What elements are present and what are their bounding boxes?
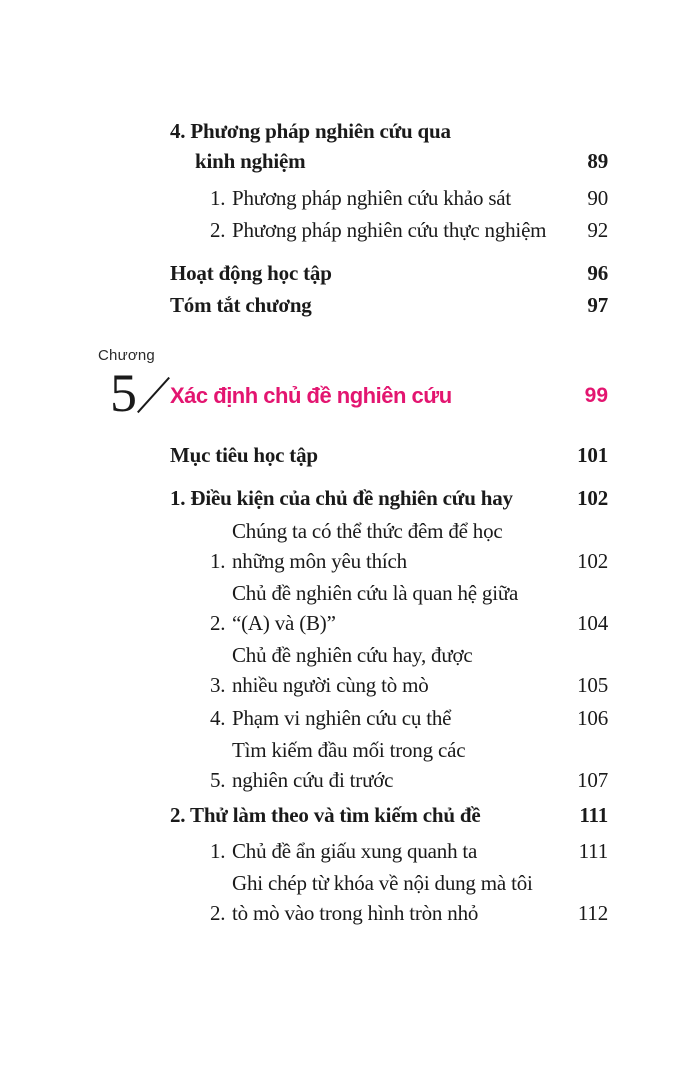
toc-entry-line: 1. Điều kiện của chủ đề nghiên cứu hay [170,486,513,510]
toc-entry [170,258,608,288]
toc-page-number: 105 [577,673,608,697]
toc-entry-number: 1. [210,186,226,210]
toc-entry [170,183,608,213]
toc-entry-line: những môn yêu thích [232,549,407,573]
toc-entry-line: nghiên cứu đi trước [232,768,394,792]
toc-page-number: 111 [578,839,608,863]
toc-entry-line: Phương pháp nghiên cứu khảo sát [232,186,512,210]
chapter-number: 5 [110,363,137,423]
toc-section-chapter5 [170,440,608,928]
toc-entry-line: Chủ đề nghiên cứu hay, được [232,643,473,667]
toc-entry-text [170,800,571,830]
toc-entry-line: Phạm vi nghiên cứu cụ thể [232,706,452,730]
toc-page-number: 107 [577,768,608,792]
toc-entry-line: Chúng ta có thể thức đêm để học [232,519,503,543]
toc-entry-number: 2. [210,218,226,242]
toc-page-number: 102 [577,486,608,510]
chapter-page-number: 99 [584,384,608,407]
toc-entry-line: Ghi chép từ khóa về nội dung mà tôi [232,871,533,895]
chapter-title: Xác định chủ đề nghiên cứu [170,383,452,408]
toc-page-number: 104 [577,611,608,635]
toc-page-number: 112 [577,901,608,925]
toc-entry-line: Hoạt động học tập [170,261,332,285]
toc-entry-text [232,215,579,245]
toc-entry-text [170,258,579,288]
toc-entry [170,578,608,638]
chapter-label: Chương [98,347,155,364]
toc-entry-text [232,735,569,795]
toc-entry-line: Phương pháp nghiên cứu thực nghiệm [232,218,547,242]
toc-page-number: 101 [577,443,608,467]
toc-entry [170,516,608,576]
toc-entry [170,703,608,733]
toc-page-number: 111 [579,803,608,827]
toc-entry-text [232,836,571,866]
toc-entry-number: 3. [210,673,226,697]
toc-entry-text [232,640,569,700]
toc-entry [170,868,608,928]
toc-entry-number: 5. [210,768,226,792]
chapter-number-slash-mark [137,377,170,413]
toc-page-number: 92 [587,218,608,242]
toc-entry [170,640,608,700]
toc-entry-text [170,440,569,470]
toc-entry-number: 4. [210,706,226,730]
toc-entry-number: 2. [210,901,226,925]
toc-entry-text [170,116,579,176]
toc-entry-text [232,516,569,576]
toc-entry-line: 2. Thử làm theo và tìm kiếm chủ đề [170,803,481,827]
toc-page-number: 90 [587,186,608,210]
toc-entry [170,215,608,245]
toc-entry-line: Tìm kiếm đầu mối trong các [232,738,466,762]
toc-entry-text [232,183,579,213]
toc-entry-line: kinh nghiệm [195,149,306,173]
toc-entry [170,440,608,470]
toc-entry-line: Tóm tắt chương [170,293,312,317]
toc-entry-text [232,578,569,638]
toc-page-number: 102 [577,549,608,573]
toc-entry-text [170,483,569,513]
toc-entry [170,800,608,830]
toc-section-chapter4-end [170,116,608,320]
toc-page-number: 89 [587,149,608,173]
toc-entry-line: tò mò vào trong hình tròn nhỏ [232,901,479,925]
toc-page-number: 97 [587,293,608,317]
toc-entry [170,483,608,513]
toc-entry-line: 4. Phương pháp nghiên cứu qua [170,119,451,143]
toc-page-number: 96 [587,261,608,285]
toc-entry-line: “(A) và (B)” [232,611,336,635]
toc-entry [170,116,608,176]
toc-entry-text [170,290,579,320]
toc-entry-text [232,703,569,733]
toc-entry [170,735,608,795]
toc-entry-line: nhiều người cùng tò mò [232,673,429,697]
toc-page-number: 106 [577,706,608,730]
chapter-title-row [170,383,608,409]
toc-entry [170,290,608,320]
toc-entry-number: 2. [210,611,226,635]
toc-entry-line: Mục tiêu học tập [170,443,318,467]
toc-entry-text [232,868,570,928]
toc-entry-number: 1. [210,549,226,573]
toc-entry-number: 1. [210,839,226,863]
chapter-block [98,338,608,423]
toc-entry-line: Chủ đề ẩn giấu xung quanh ta [232,839,478,863]
toc-entry-line: Chủ đề nghiên cứu là quan hệ giữa [232,581,519,605]
toc-entry [170,836,608,866]
